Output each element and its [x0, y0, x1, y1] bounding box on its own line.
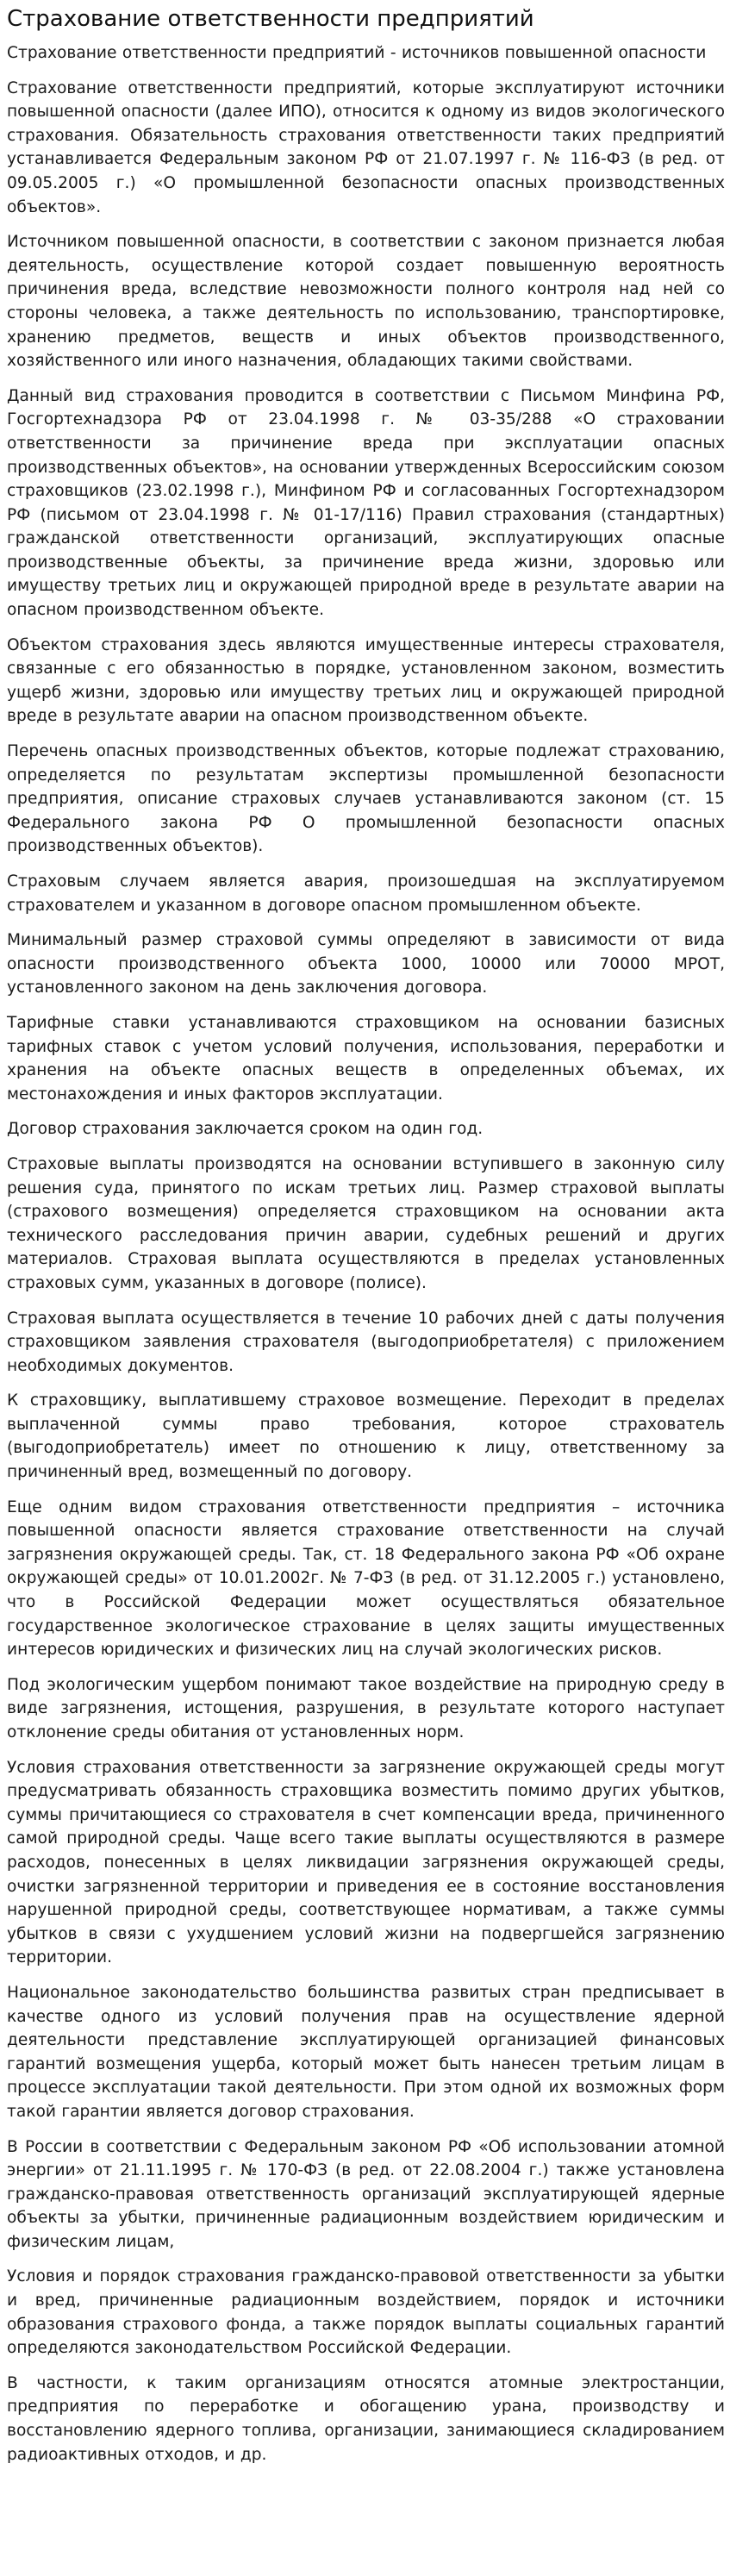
paragraph-environmental-damage: Под экологическим ущербом понимают такое воздействие на природную среду в виде загрязнения, истощения, разрушения, в результате которого наступает отклонение среды обитания от установленных норм. [7, 1675, 725, 1741]
paragraph-subtitle: Страхование ответственности предприятий - источников повышенной опасности [7, 44, 707, 62]
paragraph-nuclear-organizations: В частности, к таким организациям относятся атомные электростанции, предприятия по переработке и обогащению урана, производству и восстановлению ядерного топлива, организации, занимающиеся складированием радиоактивных отходов, и др. [7, 2373, 725, 2464]
paragraph-atomic-energy-law: В России в соответствии с Федеральным законом РФ «Об использовании атомной энергии» от 21.11.1995 г. № 170-ФЗ (в ред. от 22.08.2004 г.) также установлена гражданско-правовая ответственность организаций эксплуатирующей ядерные объекты за убытки, причиненные радиационным воздействием юридическим и физическим лицам, [7, 2137, 725, 2251]
paragraph-environmental-liability: Еще одним видом страхования ответственности предприятия – источника повышенной опасности является страхование ответственности на случай загрязнения окружающей среды. Так, ст. 18 Федерального закона РФ «Об охране окружающей среды» от 10.01.2002г. № 7-ФЗ (в ред. от 31.12.2005 г.) установлено, что в Российской Федерации может осуществляться обязательное государственное экологическое страхование в целях защиты имущественных интересов юридических и физических лиц на случай экологических рисков. [7, 1497, 725, 1660]
paragraph-hazardous-objects-list: Перечень опасных производственных объектов, которые подлежат страхованию, определяется по результатам экспертизы промышленной безопасности предприятия, описание страховых случаев устанавливаются законом (ст. 15 Федерального закона РФ О промышленной безопасности опасных производственных объектов). [7, 742, 725, 856]
paragraph-minimum-sum: Минимальный размер страховой суммы определяют в зависимости от вида опасности производственного объекта 1000, 10000 или 70000 МРОТ, установленного законом на день заключения договора. [7, 931, 725, 997]
page-title: Страхование ответственности предприятий [7, 6, 534, 32]
paragraph-contract-term: Договор страхования заключается сроком на один год. [7, 1120, 484, 1139]
paragraph-legal-basis: Данный вид страхования проводится в соответствии с Письмом Минфина РФ, Госгортехнадзора РФ от 23.04.1998 г. № 03-35/288 «О страховании ответственности за причинение вреда при эксплуатации опасных производственных объектов», на основании утвержденных Всероссийским союзом страховщиков (23.02.1998 г.), Минфином РФ и согласованных Госгортехнадзором РФ (письмом от 23.04.1998 г. № 01-17/116) Правил страхования (стандартных) гражданской ответственности организаций, эксплуатирующих опасные производственные объекты, за причинение вреда жизни, здоровью или имуществу третьих лиц и окружающей природной вреде в результате аварии на опасном производственном объекте. [7, 386, 725, 620]
article-body [7, 41, 725, 2467]
paragraph-insured-event: Страховым случаем является авария, произошедшая на эксплуатируемом страхователем и указанном в договоре опасном промышленном объекте. [7, 872, 725, 915]
paragraph-insurance-object: Объектом страхования здесь являются имущественные интересы страхователя, связанные с его обязанностью в порядке, установленном законом, возместить ущерб жизни, здоровью или имуществу третьих лиц и окружающей природной вреде в результате аварии на опасном производственном объекте. [7, 635, 725, 726]
paragraph-payments-basis: Страховые выплаты производятся на основании вступившего в законную силу решения суда, принятого по искам третьих лиц. Размер страховой выплаты (страхового возмещения) определяется страховщиком на основании акта технического расследования причин аварии, судебных решений и других материалов. Страховая выплата осуществляются в пределах установленных страховых сумм, указанных в договоре (полисе). [7, 1154, 725, 1292]
paragraph-subrogation: К страховщику, выплатившему страховое возмещение. Переходит в пределах выплаченной суммы право требования, которое страхователь (выгодоприобретатель) имеет по отношению к лицу, ответственному за причиненный вред, возмещенный по договору. [7, 1391, 725, 1482]
paragraph-pollution-conditions: Условия страхования ответственности за загрязнение окружающей среды могут предусматривать обязанность страховщика возместить помимо других убытков, суммы причитающиеся со страхователя в счет компенсации вреда, причиненного самой природной среды. Чаще всего такие выплаты осуществляются в размере расходов, понесенных в целях ликвидации загрязнения окружающей среды, очистки загрязненной территории и приведения ее в состояние восстановления нарушенной природной среды, соответствующее нормативам, а также суммы убытков в связи с ухудшением условий жизни на подвергшейся загрязнению территории. [7, 1758, 725, 1967]
paragraph-tariff-rates: Тарифные ставки устанавливаются страховщиком на основании базисных тарифных ставок с учетом условий получения, использования, переработки и хранения на объекте опасных веществ в определенных объемах, их местонахождения и иных факторов эксплуатации. [7, 1013, 725, 1104]
paragraph-payment-period: Страховая выплата осуществляется в течение 10 рабочих дней с даты получения страховщиком заявления страхователя (выгодоприобретателя) с приложением необходимых документов. [7, 1309, 725, 1375]
paragraph-radiation-insurance: Условия и порядок страхования гражданско-правовой ответственности за убытки и вред, причиненные радиационным воздействием, порядок и источники образования страхового фонда, а также порядок выплаты социальных гарантий определяются законодательством Российской Федерации. [7, 2267, 725, 2358]
paragraph-hazard-definition: Источником повышенной опасности, в соответствии с законом признается любая деятельность, осуществление которой создает повышенную вероятность причинения вреда, вследствие невозможности полного контроля над ней со стороны человека, а также деятельность по использованию, транспортировке, хранению предметов, веществ и иных объектов производственного, хозяйственного или иного назначения, обладающих такими свойствами. [7, 233, 725, 371]
paragraph-nuclear-legislation: Национальное законодательство большинства развитых стран предписывает в качестве одного из условий получения прав на осуществление ядерной деятельности представление эксплуатирующей организацией финансовых гарантий возмещения ущерба, который может быть нанесен третьим лицам в процессе эксплуатации такой деятельности. При этом одной их возможных форм такой гарантии является договор страхования. [7, 1983, 725, 2121]
paragraph-intro: Страхование ответственности предприятий, которые эксплуатируют источники повышенной опасности (далее ИПО), относится к одному из видов экологического страхования. Обязательность страхования ответственности таких предприятий устанавливается Федеральным законом РФ от 21.07.1997 г. № 116-ФЗ (в ред. от 09.05.2005 г.) «О промышленной безопасности опасных производственных объектов». [7, 78, 725, 216]
